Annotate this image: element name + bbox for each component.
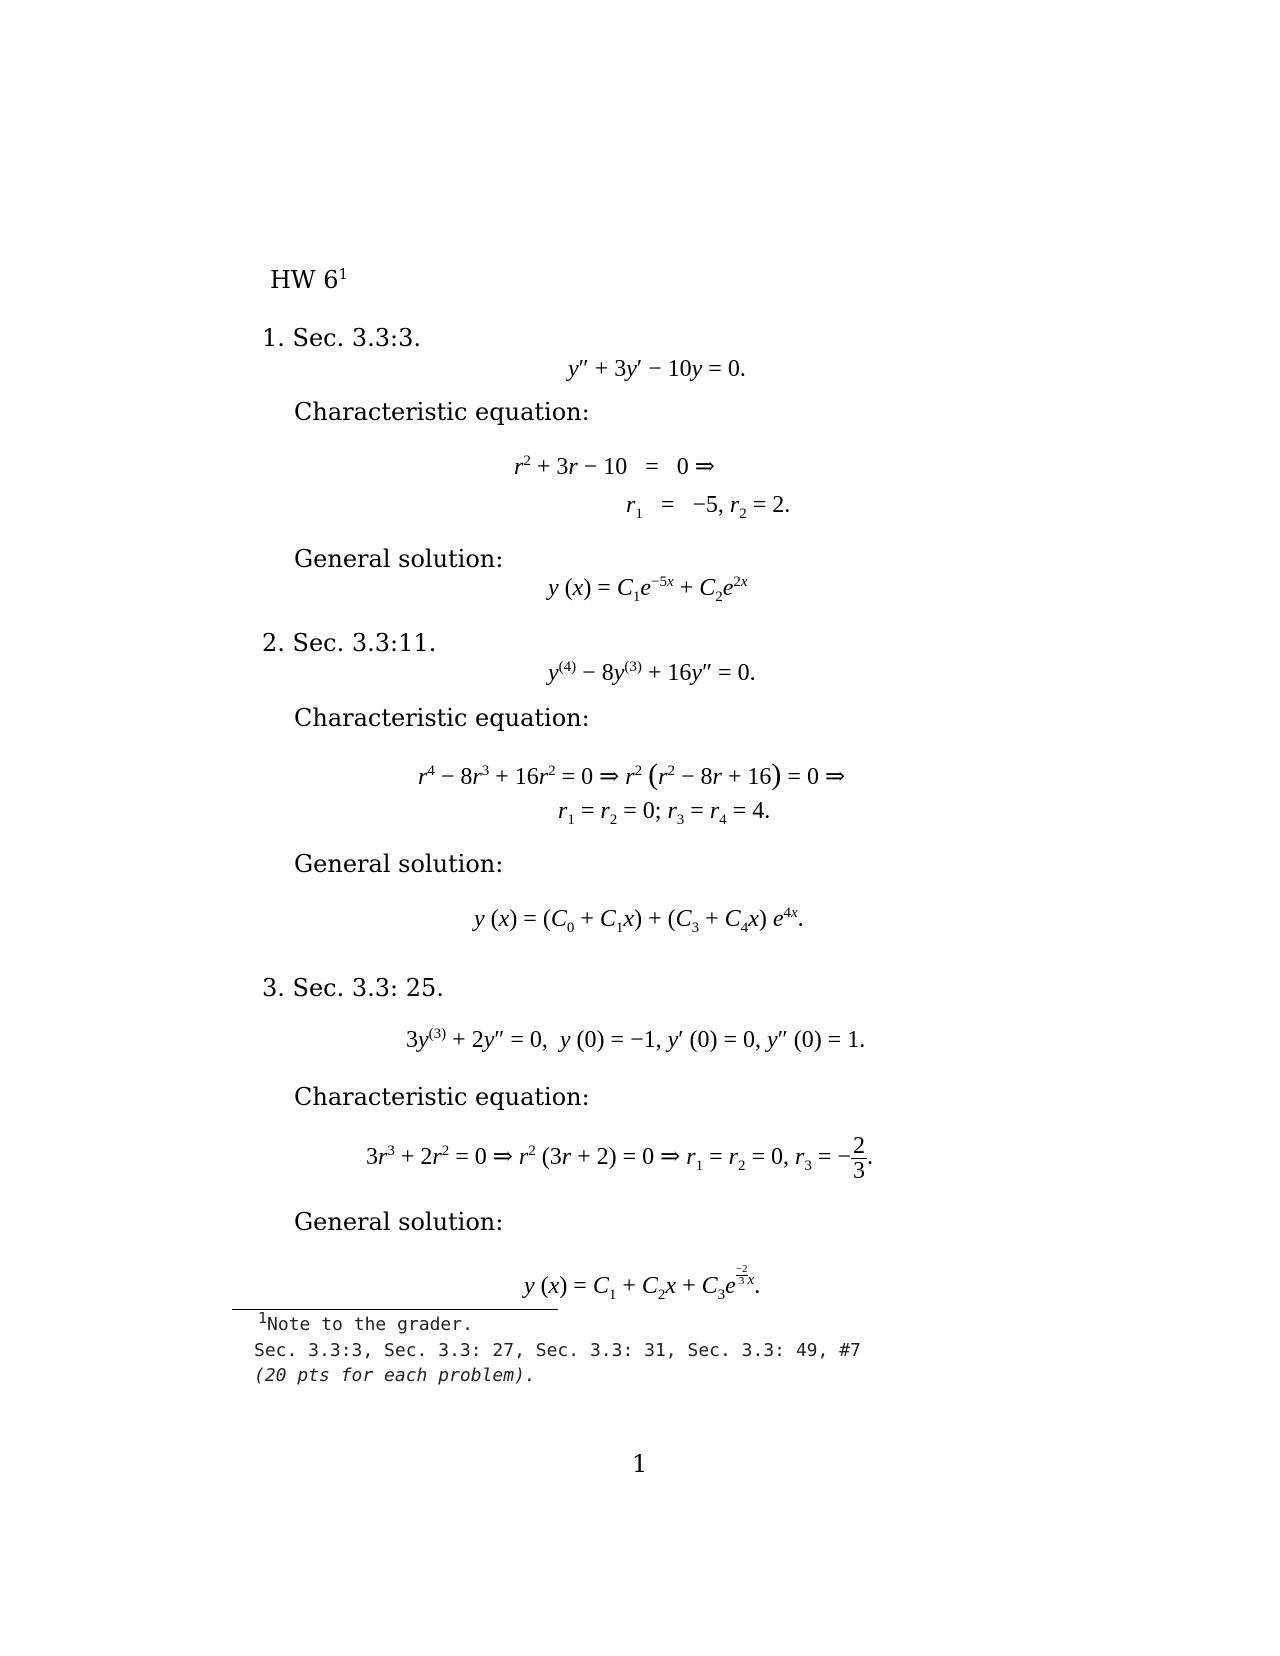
footnote-line-2: Sec. 3.3:3, Sec. 3.3: 27, Sec. 3.3: 31, Sec. 3.3: 49, #7 [254,1340,861,1361]
footnote-rule [232,1309,558,1310]
problem-1-characteristic-line1: $r^2 + 3r - 10 = 0$ ⇒ [514,453,715,480]
page-number: 1 [632,1450,648,1478]
footnote-line-1: $^1$Note to the grader. [258,1309,473,1335]
problem-1-characteristic-label: Characteristic equation: [294,398,590,426]
problem-2-general-solution: y $(x) = (C_0 + C_1x) + (C_3 + C_4x)$ $e^{4x}$. [474,905,804,936]
problem-3-general-label: General solution: [294,1208,504,1236]
problem-1-characteristic-line2: $r_1 = -5$, $r_2 = 2$. [626,492,791,522]
problem-2-characteristic-label: Characteristic equation: [294,704,590,732]
problem-1-general-label: General solution: [294,545,504,573]
page-title: HW $6^1$ [270,265,349,294]
problem-1-label: 1. Sec. 3.3:3. [262,324,422,352]
problem-2-general-label: General solution: [294,850,504,878]
footnote-marker: 1 [338,265,349,283]
problem-2-characteristic-line2: $r_1 = r_2 = 0$; $r_3 = r_4 = 4$. [558,798,771,828]
problem-2-equation: $y^{(4)} - 8y^{(3)} + 16y'' = 0$. [548,659,756,686]
problem-3-characteristic-line1: $3r^3 + 2r^2 = 0$ ⇒ $r^2$ (3r + 2) = 0 ⇒ $r_1 = r_2 = 0$, $r_3$ = − $\frac{2}{3}$ . [366,1133,873,1184]
problem-3-label: 3. Sec. 3.3: 25. [262,974,444,1002]
problem-3-equation: $3y^{(3)} + 2y'' = 0$, y (0) = −1, y′ (0) = 0, y″ (0) = 1. [406,1026,866,1053]
problem-1-equation: y″ + 3y′ − 10y = 0. [568,356,746,382]
problem-3-characteristic-label: Characteristic equation: [294,1083,590,1111]
problem-2-characteristic-line1: $r^4 - 8r^3 + 16r^2 = 0$ ⇒ $r^2$ $(r^2 - 8r + 16) = 0$ ⇒ [418,758,846,791]
problem-1-general-solution: y $(x) = C_1e^{-5x} + C_2e^{2x}$ [548,574,748,605]
footnote-line-3: (20 pts for each problem). [254,1365,536,1386]
problem-3-general-solution: y $(x) = C_1 + C_2x + C_3e$ $\frac{-2}{3}^x$. [524,1263,761,1303]
problem-2-label: 2. Sec. 3.3:11. [262,629,437,657]
